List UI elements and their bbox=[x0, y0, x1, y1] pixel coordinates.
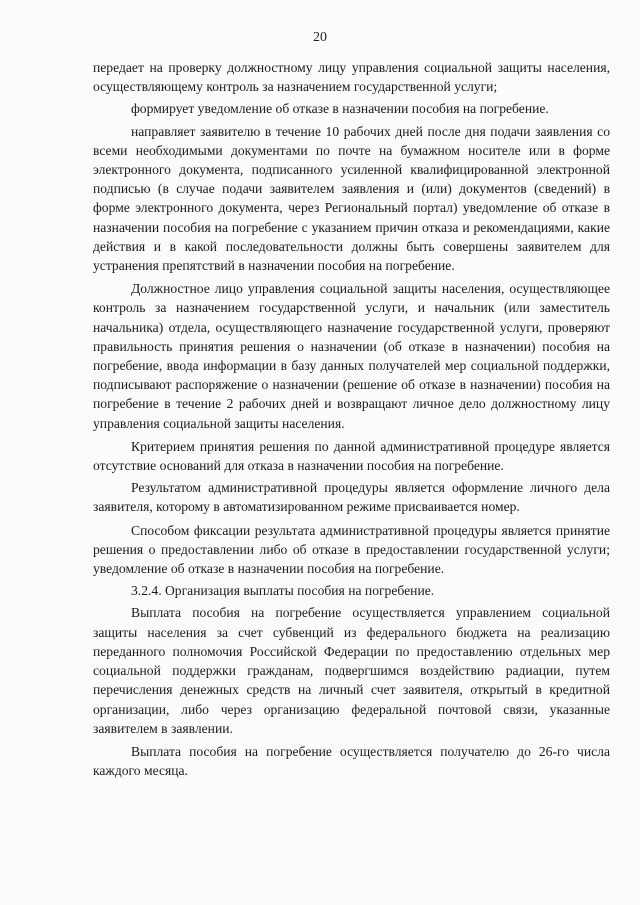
paragraph-payment-organization: Выплата пособия на погребение осуществляется управлением социальной защиты населения за счет субвенций из федерального бюджета на реализацию переданного полномочия Российской Федерации по предоставлению отдельных мер социальной поддержки гражданам, подвергшимся воздействию радиации, путем перечисления денежных средств на личный счет заявителя, открытый в кредитной организации, либо через организацию федеральной почтовой связи, указанные заявителем в заявлении. bbox=[93, 605, 610, 736]
paragraph-procedure-result: Результатом административной процедуры является оформление личного дела заявителя, которому в автоматизированном режиме присваивается номер. bbox=[93, 480, 610, 515]
paragraph-payment-deadline: Выплата пособия на погребение осуществляется получателю до 26-го числа каждого месяца. bbox=[93, 743, 610, 779]
paragraph-notice-form: формирует уведомление об отказе в назначении пособия на погребение. bbox=[131, 101, 549, 117]
paragraph-official-check: Должностное лицо управления социальной защиты населения, осуществляющее контроль за назначением государственной услуги, и начальник (или заместитель начальника) отдела, осуществляющего назначение государственной услуги, проверяют правильность принятия решения о назначении (об отказе в назначении) пособия на погребение, ввода информации в базу данных получателей мер социальной поддержки, подписывают распоряжение о назначении (решение об отказе в назначении) пособия на погребение в течение 2 рабочих дней и возвращают личное дело должностному лицу управления социальной защиты населения. bbox=[93, 281, 610, 431]
paragraph-decision-criterion: Критерием принятия решения по данной административной процедуре является отсутствие оснований для отказа в назначении пособия на погребение. bbox=[93, 438, 610, 474]
paragraph-notice-send: направляет заявителю в течение 10 рабочих дней после дня подачи заявления со всеми необходимыми документами по почте на бумажном носителе или в форме электронного документа, подписанного усиленной квалифицированной электронной подписью (в случае подачи заявителем заявления и (или) документов (сведений) в форме электронного документа, через Региональный портал) уведомление об отказе в назначении пособия на погребение с указанием причин отказа и рекомендациями, какие действия и в какой последовательности должны быть совершены заявителем для устранения препятствий в назначении пособия на погребение. bbox=[93, 123, 610, 274]
paragraph-fixation-method: Способом фиксации результата административной процедуры является принятие решения о предоставлении либо об отказе в предоставлении государственной услуги; уведомление об отказе в назначении пособия на погребение. bbox=[93, 522, 610, 577]
section-heading-3-2-4: 3.2.4. Организация выплаты пособия на погребение. bbox=[131, 583, 435, 599]
paragraph-continuation: передает на проверку должностному лицу управления социальной защиты населения, осуществляющему контроль за назначением государственной услуги; bbox=[93, 60, 610, 95]
document-body bbox=[93, 58, 610, 783]
page-number: 20 bbox=[313, 30, 327, 45]
